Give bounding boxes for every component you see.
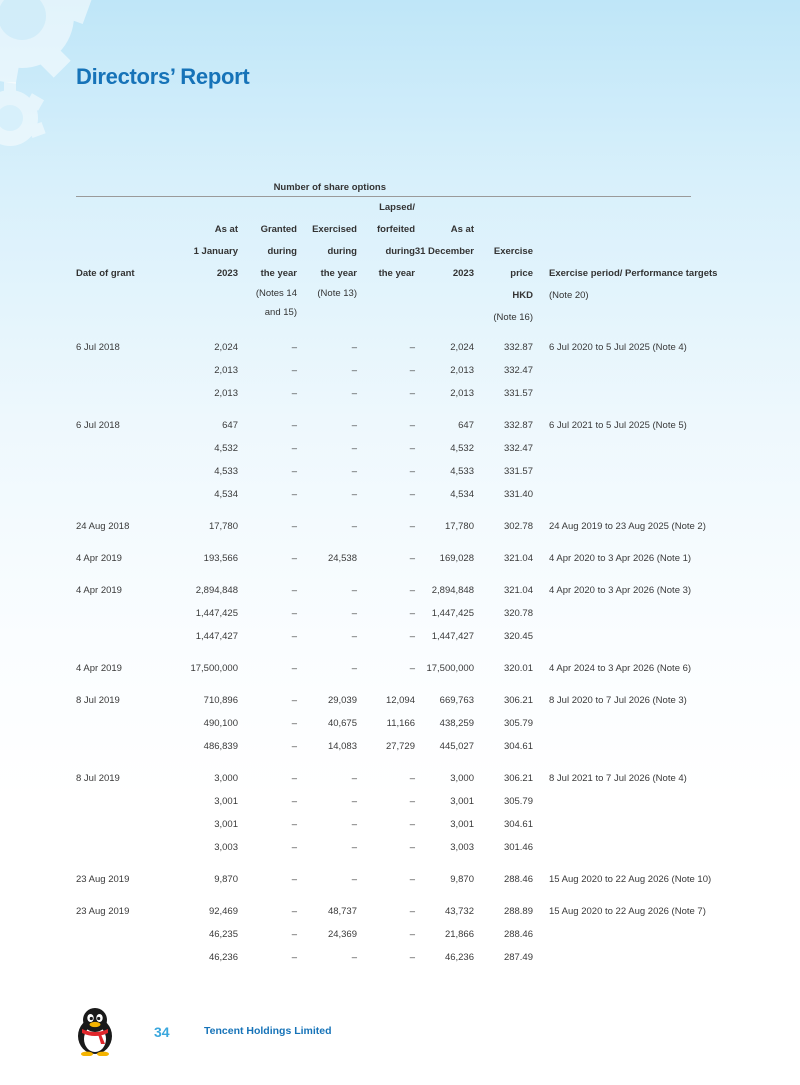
grant-date: 23 Aug 2019 (76, 906, 130, 917)
table-cell: 4,534 (214, 489, 238, 500)
exercise-period: 4 Apr 2020 to 3 Apr 2026 (Note 1) (549, 553, 692, 564)
column-header-exercised: Exercised (312, 224, 357, 235)
table-cell: – (409, 819, 415, 830)
exercise-period: 24 Aug 2019 to 23 Aug 2025 (Note 2) (549, 521, 706, 532)
column-note-granted: (Notes 14 (255, 288, 297, 299)
table-cell: – (409, 365, 415, 376)
column-header-as_at_end: 31 December (414, 246, 474, 257)
table-cell: 24,538 (327, 553, 357, 564)
table-cell: 11,166 (386, 718, 415, 729)
table-cell: – (291, 631, 297, 642)
column-note-price: (Note 16) (493, 312, 533, 323)
table-cell: 288.46 (503, 874, 533, 885)
column-header-granted: Granted (260, 224, 297, 235)
table-cell: 288.46 (503, 929, 533, 940)
table-cell: 320.78 (503, 608, 533, 619)
penguin-logo (74, 1006, 116, 1056)
table-cell: – (409, 585, 415, 596)
table-cell: 24,369 (327, 929, 357, 940)
table-cell: 1,447,425 (195, 608, 238, 619)
column-header-lapsed: forfeited (377, 224, 415, 235)
table-cell: 3,000 (214, 773, 238, 784)
table-cell: 48,737 (327, 906, 357, 917)
table-cell: – (291, 773, 297, 784)
table-cell: 12,094 (385, 695, 415, 706)
table-cell: – (351, 342, 357, 353)
header-rule (76, 196, 691, 197)
table-cell: – (409, 663, 415, 674)
grant-date: 24 Aug 2018 (76, 521, 130, 532)
table-cell: 1,447,427 (431, 631, 474, 642)
table-cell: 2,024 (214, 342, 238, 353)
table-cell: 2,894,848 (431, 585, 474, 596)
table-cell: 4,532 (450, 443, 474, 454)
table-cell: – (291, 741, 297, 752)
table-cell: – (409, 466, 415, 477)
exercise-period: 8 Jul 2020 to 7 Jul 2026 (Note 3) (549, 695, 687, 706)
table-cell: 2,013 (214, 365, 238, 376)
table-cell: – (351, 819, 357, 830)
table-cell: 92,469 (208, 906, 238, 917)
table-cell: – (351, 420, 357, 431)
column-header-as_at_end: 2023 (452, 268, 474, 279)
table-cell: 305.79 (503, 718, 533, 729)
exercise-period: 6 Jul 2020 to 5 Jul 2025 (Note 4) (549, 342, 687, 353)
table-cell: 169,028 (439, 553, 474, 564)
table-cell: – (291, 906, 297, 917)
table-cell: – (351, 521, 357, 532)
table-cell: 288.89 (503, 906, 533, 917)
table-cell: 2,013 (450, 365, 474, 376)
table-cell: – (291, 443, 297, 454)
column-header-granted: the year (260, 268, 297, 279)
column-header-lapsed: during (385, 246, 415, 257)
column-header-as_at_end: As at (450, 224, 474, 235)
table-cell: – (291, 608, 297, 619)
exercise-period: 15 Aug 2020 to 22 Aug 2026 (Note 10) (549, 874, 712, 885)
table-cell: 2,013 (450, 388, 474, 399)
table-cell: – (291, 365, 297, 376)
exercise-period: 4 Apr 2024 to 3 Apr 2026 (Note 6) (549, 663, 692, 674)
table-cell: – (291, 489, 297, 500)
table-cell: 301.46 (503, 842, 533, 853)
table-cell: – (291, 342, 297, 353)
table-cell: – (409, 443, 415, 454)
table-cell: – (351, 796, 357, 807)
table-cell: 304.61 (503, 819, 533, 830)
column-header-as_at_start: As at (214, 224, 238, 235)
table-cell: – (409, 420, 415, 431)
table-cell: 3,001 (450, 819, 474, 830)
table-cell: 17,780 (208, 521, 238, 532)
table-cell: – (351, 365, 357, 376)
table-cell: 332.87 (503, 420, 533, 431)
table-cell: – (351, 608, 357, 619)
table-cell: – (291, 842, 297, 853)
table-cell: – (409, 874, 415, 885)
column-header-as_at_start: 2023 (216, 268, 238, 279)
table-cell: 320.01 (503, 663, 533, 674)
table-cell: – (291, 929, 297, 940)
table-cell: – (409, 952, 415, 963)
table-cell: 306.21 (503, 695, 533, 706)
table-cell: 306.21 (503, 773, 533, 784)
exercise-period: 8 Jul 2021 to 7 Jul 2026 (Note 4) (549, 773, 687, 784)
table-cell: 2,894,848 (195, 585, 238, 596)
table-cell: – (291, 521, 297, 532)
table-cell: 2,024 (450, 342, 474, 353)
grant-date: 8 Jul 2019 (76, 695, 120, 706)
table-cell: 320.45 (503, 631, 533, 642)
grant-date: 4 Apr 2019 (76, 553, 122, 564)
table-cell: 9,870 (214, 874, 238, 885)
group-header: Number of share options (273, 182, 386, 193)
table-cell: 27,729 (385, 741, 415, 752)
table-cell: 21,866 (444, 929, 474, 940)
table-cell: – (409, 796, 415, 807)
table-cell: – (351, 388, 357, 399)
table-cell: 304.61 (503, 741, 533, 752)
table-cell: 29,039 (327, 695, 357, 706)
column-note-exercised: (Note 13) (317, 288, 357, 299)
table-cell: 332.87 (503, 342, 533, 353)
table-cell: – (291, 466, 297, 477)
table-cell: 3,001 (450, 796, 474, 807)
table-cell: 490,100 (203, 718, 238, 729)
table-cell: – (409, 631, 415, 642)
table-cell: 647 (222, 420, 238, 431)
column-header-date: Date of grant (76, 268, 135, 279)
table-cell: – (291, 819, 297, 830)
table-cell: 332.47 (503, 365, 533, 376)
table-cell: 331.57 (503, 388, 533, 399)
table-cell: – (409, 553, 415, 564)
table-cell: – (291, 420, 297, 431)
table-cell: 46,235 (208, 929, 238, 940)
table-cell: 302.78 (503, 521, 533, 532)
table-cell: – (351, 773, 357, 784)
table-cell: – (409, 489, 415, 500)
exercise-period: 6 Jul 2021 to 5 Jul 2025 (Note 5) (549, 420, 687, 431)
table-cell: – (409, 388, 415, 399)
table-cell: 669,763 (439, 695, 474, 706)
table-cell: 486,839 (203, 741, 238, 752)
table-cell: 4,533 (214, 466, 238, 477)
table-cell: 2,013 (214, 388, 238, 399)
column-header-exercised: during (327, 246, 357, 257)
table-cell: 438,259 (439, 718, 474, 729)
table-cell: 647 (458, 420, 474, 431)
table-cell: – (351, 842, 357, 853)
exercise-period: 4 Apr 2020 to 3 Apr 2026 (Note 3) (549, 585, 692, 596)
table-cell: – (291, 718, 297, 729)
page-number: 34 (154, 1024, 170, 1040)
table-cell: 4,533 (450, 466, 474, 477)
table-cell: 305.79 (503, 796, 533, 807)
table-cell: – (409, 929, 415, 940)
page-title: Directors’ Report (76, 64, 250, 89)
table-cell: 3,003 (214, 842, 238, 853)
table-cell: – (291, 553, 297, 564)
grant-date: 6 Jul 2018 (76, 342, 120, 353)
table-cell: 445,027 (439, 741, 474, 752)
column-header-price: HKD (512, 290, 533, 301)
grant-date: 23 Aug 2019 (76, 874, 130, 885)
table-cell: – (409, 342, 415, 353)
table-cell: – (351, 874, 357, 885)
table-cell: 3,003 (450, 842, 474, 853)
table-cell: 46,236 (208, 952, 238, 963)
column-header-lapsed: Lapsed/ (379, 202, 415, 213)
column-header-exercised: the year (320, 268, 357, 279)
table-cell: – (409, 906, 415, 917)
table-cell: – (409, 521, 415, 532)
table-cell: – (409, 608, 415, 619)
table-cell: 321.04 (503, 553, 533, 564)
table-cell: – (291, 874, 297, 885)
table-cell: 43,732 (444, 906, 474, 917)
table-cell: – (351, 631, 357, 642)
table-cell: 9,870 (450, 874, 474, 885)
table-cell: – (351, 466, 357, 477)
table-cell: 1,447,425 (431, 608, 474, 619)
table-cell: 14,083 (327, 741, 357, 752)
gear-icon (0, 0, 120, 200)
table-cell: 17,780 (444, 521, 474, 532)
grant-date: 8 Jul 2019 (76, 773, 120, 784)
column-header-as_at_start: 1 January (193, 246, 238, 257)
column-note-period: (Note 20) (549, 290, 589, 301)
column-note-granted: and 15) (264, 307, 297, 318)
table-cell: 331.40 (503, 489, 533, 500)
table-cell: – (351, 443, 357, 454)
column-header-granted: during (267, 246, 297, 257)
table-cell: 710,896 (203, 695, 238, 706)
table-cell: 3,001 (214, 796, 238, 807)
column-header-price: price (510, 268, 533, 279)
table-cell: 17,500,000 (190, 663, 238, 674)
table-cell: 4,532 (214, 443, 238, 454)
table-cell: 17,500,000 (426, 663, 474, 674)
table-cell: 40,675 (327, 718, 357, 729)
table-cell: – (351, 489, 357, 500)
table-cell: 193,566 (203, 553, 238, 564)
table-cell: 332.47 (503, 443, 533, 454)
exercise-period: 15 Aug 2020 to 22 Aug 2026 (Note 7) (549, 906, 706, 917)
table-cell: – (409, 842, 415, 853)
table-cell: 3,001 (214, 819, 238, 830)
table-cell: – (291, 388, 297, 399)
table-cell: 331.57 (503, 466, 533, 477)
table-cell: 321.04 (503, 585, 533, 596)
table-cell: – (291, 952, 297, 963)
table-cell: 3,000 (450, 773, 474, 784)
table-cell: – (291, 663, 297, 674)
table-cell: 1,447,427 (195, 631, 238, 642)
table-cell: – (291, 695, 297, 706)
table-cell: – (409, 773, 415, 784)
column-header-price: Exercise (493, 246, 533, 257)
table-cell: – (351, 585, 357, 596)
grant-date: 4 Apr 2019 (76, 585, 122, 596)
grant-date: 6 Jul 2018 (76, 420, 120, 431)
company-name: Tencent Holdings Limited (204, 1025, 332, 1037)
table-cell: 4,534 (450, 489, 474, 500)
grant-date: 4 Apr 2019 (76, 663, 122, 674)
table-cell: – (291, 796, 297, 807)
table-cell: – (291, 585, 297, 596)
table-cell: – (351, 952, 357, 963)
table-cell: 46,236 (444, 952, 474, 963)
table-cell: – (351, 663, 357, 674)
column-header-period: Exercise period/ Performance targets (549, 268, 718, 279)
column-header-lapsed: the year (378, 268, 415, 279)
table-cell: 287.49 (503, 952, 533, 963)
